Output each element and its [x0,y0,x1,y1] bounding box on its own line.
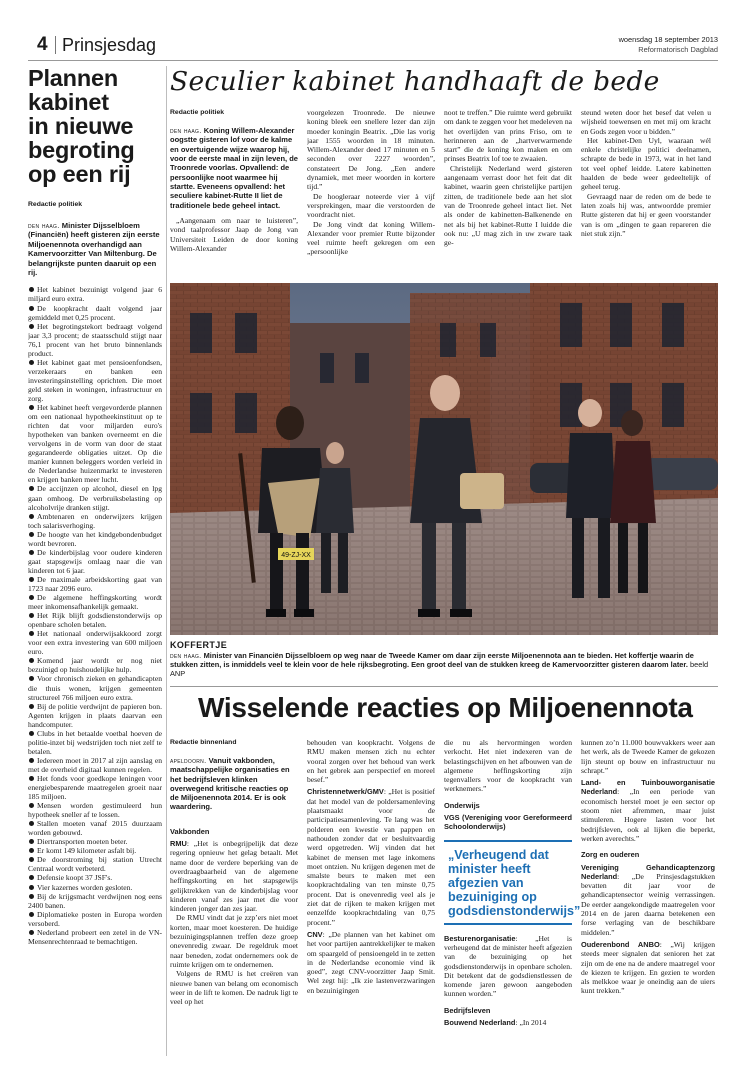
bullet-dot-icon [29,360,34,365]
bottom-col3-top [444,738,572,832]
bullet-item: Stallen moeten vanaf 2015 duurzaam worden gebouwd. [28,819,162,838]
bullet-dot-icon [29,758,34,763]
left-headline: Plannen kabinet in nieuwe begroting op een rij [28,65,135,187]
bullet-dot-icon [29,776,34,781]
top-col-1: Redactie politiek den haag. Koning Willem-Alexander oogstte gisteren lof voor de kalme en overtuigende wijze waarop hij, voor de eerste maal in zijn leven, de Troonrede voorlas. Opvallend: de persoonlijke noot waarmee hij startte. Eveneens opvallend: het seculiere kabinet-Rutte II liet de traditionele bede geheel intact. „Aangenaam om naar te luisteren”, vond taalprofessor Jaap de Jong van Universiteit Leiden de door koning Willem-Alexander [170,109,298,253]
bottom-col-4 [581,738,715,1056]
left-kicker: Redactie politiek [28,201,83,208]
org-paragraph: Vereniging Gehandicaptenzorg Nederland: „De Prinsjesdagstukken bevatten dit jaar voor de gehandicaptensector weinig verrassingen. De eerder aangekondigde maatregelen voor 2014 en de jaren daarna betekenen een forse verlaging van de beschikbare middelen.” [581,862,715,937]
bullet-dot-icon [29,514,34,519]
bullet-dot-icon [29,875,34,880]
bullet-item: Iedereen moet in 2017 al zijn aanslag en met de overheid digitaal kunnen regelen. [28,755,162,774]
bullet-dot-icon [29,658,34,663]
license-plate-text: 49-ZJ-XX [281,552,311,559]
bottom-col-2 [307,738,435,1056]
bullet-dot-icon [29,577,34,582]
bullet-dot-icon [29,287,34,292]
bullet-item: Defensie koopt 37 JSF's. [28,873,162,882]
column-divider [166,66,167,1056]
paragraph: behouden van koopkracht. Volgens de RMU maken mensen zich nu echter vooral zorgen over het behoud van werk en het gebrek aan perspectief en moreel besef.” [307,738,435,785]
top-lead: den haag. Koning Willem-Alexander oogstte gisteren lof voor de kalme en overtuigende wijze waarop hij, voor de eerste maal in zijn leven, de Troonrede voorlas. Opvallend: de persoonlijke noot waarmee hij startte. Eveneens opvallend: het seculiere kabinet-Rutte II liet de traditionele bede geheel intact. [170,126,298,210]
bottom-col-1: Redactie binnenland apeldoorn. Vanuit vakbonden, maatschappelijke organisaties en het bedrijfsleven klinken overwegend kritische reacties op de Miljoenennota 2014. Er is ook waardering. Vakbonden RMU: „Het is onbegrijpelijk dat deze regering opnieuw het gelag betaalt. Met name door de verdere beperking van de overdraagbaarheid van de algemene heffingskorting en het stapsgewijs gelijktrekken van de kinderbijslag voor kinderen vanaf zes jaar met die voor kinderen jonger dan zes jaar. De RMU vindt dat je zzp’ers niet moet korten, maar moet koesteren. De huidige bezuinigingsplannen treffen deze groep onevenredig zwaar. De regeldruk moet naar beneden, zodat ondernemers ook de ruimte krijgen om te ondernemen. Volgens de RMU is het creëren van nieuwe banen van belang om economisch weer in de lift te komen. De nadruk ligt te veel op het [170,738,298,1056]
bullet-dot-icon [29,532,34,537]
page-header [0,0,738,60]
paragraph: De RMU vindt dat je zzp’ers niet moet korten, maar moet koesteren. De huidige bezuinigingsplannen treffen deze groep onevenredig zwaar. De regeldruk moet naar beneden, zodat ondernemers ook de ruimte krijgen om te ondernemen. [170,913,298,969]
top-col-4: steund weten door het besef dat velen u wijsheid toewensen en met mij om kracht en Gods zegen voor u bidden.” Het kabinet-Den Uyl, waaraan wél enkele christelijke politici deelnamen, schrapte de bede in 1973, wat in het land tot veel ophef leidde. Latere kabinetten haalden de bede weer gedeeltelijk of geheel terug. Gevraagd naar de reden om de bede te laten zoals hij was, antwoordde premier Rutte gisteren dat hij er geen voorstander van is om „dingen te gaan repareren die niet stuk zijn.” [581,108,711,238]
bullet-dot-icon [29,704,34,709]
bullet-item: De doorstroming bij station Utrecht Centraal wordt verbeterd. [28,855,162,874]
bullet-item: De algemene heffingskorting wordt meer inkomensafhankelijk gemaakt. [28,593,162,612]
bullet-dot-icon [29,676,34,681]
caption-text: den haag. Minister van Financiën Dijsselbloem op weg naar de Tweede Kamer om daar zijn eerste Miljoenennota aan te bieden. Het koffertje waarin de stukken zitten, is inmiddels veel te klein voor de hele rijksbegroting. Een groot deel van de stukken kreeg de Kamervoorzitter gisteren daarom later. beeld ANP [170,651,709,679]
page-number: 4 [37,34,48,55]
bullet-item: Diertransporten moeten beter. [28,837,162,846]
bullet-dot-icon [29,857,34,862]
top-headline: Seculier kabinet handhaaft de bede [170,66,660,97]
org-paragraph: VGS (Vereniging voor Gereformeerd Schoolonderwijs) [444,813,572,832]
org-paragraph: Christennetwerk/GMV: „Het is positief dat het model van de poldersamenleving plaatsmaakt voor de participatiesamenleving. Te lang was het polderen een kwestie van pappen en nathouden zonder dat er besluitvaardig werd opgetreden. Wij vinden dat het kabinet de mensen met lage inkomens moet ontzien. Nu krijgen degenen met de smalste beurs te maken met een koopkrachtdaling van ten minste 0,75 procent. Dat is onevenredig veel als je ziet dat de rijken te maken krijgen met eenzelfde koopkrachtdaling van 0,75 procent.” [307,787,435,927]
bullet-item: Het kabinet bezuinigt volgend jaar 6 miljard euro extra. [28,285,162,304]
bullet-dot-icon [29,885,34,890]
bottom-lead: apeldoorn. Vanuit vakbonden, maatschappelijke organisaties en het bedrijfsleven klinken overwegend kritische reacties op de Miljoenennota 2014. Er is ook waardering. [170,756,290,812]
bullet-dot-icon [29,930,34,935]
bullet-dot-icon [29,324,34,329]
bullet-dot-icon [29,613,34,618]
bullet-item: Het nationaal onderwijsakkoord zorgt voor een extra investering van 600 miljoen euro. [28,629,162,657]
bullet-dot-icon [29,550,34,555]
bullet-item: De kinderbijslag voor oudere kinderen gaat stapsgewijs omlaag naar die van kinderen tot 6 jaar. [28,547,162,575]
bullet-item: Clubs in het betaalde voetbal hoeven de politie-inzet bij wedstrijden toch niet zelf te betalen. [28,728,162,756]
bullet-dot-icon [29,595,34,600]
photo-caption [170,640,718,682]
bullet-dot-icon [29,405,34,410]
bullet-dot-icon [29,894,34,899]
bullet-dot-icon [29,486,34,491]
bullet-item: Het kabinet gaat met pensioenfondsen, verzekeraars en banken een investeringsinstelling oprichten. Die moet geld steken in woningen, infrastructuur en zorg. [28,357,162,403]
bottom-col-3 [444,738,581,1056]
bullet-item: Voor chronisch zieken en gehandicapten die thuis wonen, krijgen gemeenten structureel 766 miljoen euro extra. [28,674,162,702]
bullet-dot-icon [29,803,34,808]
subhead: Onderwijs [444,800,480,810]
header-paper: Reformatorisch Dagblad [638,45,718,54]
bullet-dot-icon [29,631,34,636]
bullet-item: Er komt 149 kilometer asfalt bij. [28,846,162,855]
bullet-item: Mensen worden gestimuleerd hun hypotheek sneller af te lossen. [28,801,162,820]
top-col1-text: „Aangenaam om naar te luisteren”, vond taalprofessor Jaap de Jong van Universiteit Leiden de door koning Willem-Alexander [170,216,298,253]
bullet-item: Komend jaar wordt er nog niet bezuinigd op huishoudelijke hulp. [28,656,162,675]
bullet-dot-icon [29,821,34,826]
org-paragraph: Land- en Tuinbouworganisatie Nederland: „In een periode van economisch herstel moet je een sector op stoom niet afremmen, maar juist stimuleren. Hogere lasten voor het bedrijfsleven, ook al lijken die beperkt, werken averechts.” [581,778,715,843]
bottom-col1-text [170,820,298,1060]
paragraph: kunnen zo’n 11.000 bouwvakkers weer aan het werk, als de Tweede Kamer de gekozen lijn steunt op bouw en infrastructuur nu schrapt.” [581,738,715,775]
caption-head: KOFFERTJE [170,640,228,650]
bullet-item: Het Rijk blijft godsdienstonderwijs op openbare scholen betalen. [28,611,162,630]
org-paragraph: Besturenorganisatie: „Het is verheugend dat de minister heeft afgezien van de bezuiniging op het godsdienstonderwijs in openbare scholen. Dit betekent dat de godsdienstlessen de komende jaren gewoon aangeboden kunnen worden.” [444,933,572,999]
bullet-item: Diplomatieke posten in Europa worden versoberd. [28,909,162,928]
bullet-item: Het begrotingstekort bedraagt volgend jaar 3,3 procent; de staatsschuld stijgt naar 76,1 procent van het bruto binnenlands product. [28,321,162,358]
section-title: Prinsjesdag [62,35,157,55]
subhead: Zorg en ouderen [581,850,640,860]
bullet-item: De accijnzen op alcohol, diesel en lpg gaan omhoog. De verbruiksbelasting op alcoholvrije dranken stijgt. [28,484,162,512]
header-rule [28,60,718,61]
bullet-item: Ambtenaren en onderwijzers krijgen toch salarisverhoging. [28,511,162,530]
header-divider [55,36,56,54]
bullet-item: Bij de politie verdwijnt de papieren bon. Agenten krijgen in plaats daarvan een handcomputer. [28,701,162,729]
section-rule [170,686,718,687]
bullet-dot-icon [29,848,34,853]
bullet-item: Het kabinet heeft vergevorderde plannen om een nationaal hypotheekinstituut op te richten dat voor miljarden euro's hypotheken van banken overneemt en die vervolgens in de vorm van door de staat gegarandeerde obligaties uitzet. Op die manier kunnen beleggers worden verleid in de Nederlandse huizenmarkt te investeren en krijgen banken meer lucht. [28,403,162,485]
bullet-dot-icon [29,912,34,917]
pull-quote: „Verheugend dat minister heeft afgezien van bezuiniging op godsdienstonderwijs” [444,840,572,925]
left-lead: den haag. Minister Dijsselbloem (Financiën) heeft gisteren zijn eerste Miljoenennota overhandigd aan Kamervoorzitter Van Miltenburg. De belangrijkste punten daaruit op een rij. [28,221,160,278]
top-col-3: noot te treffen.” Die ruimte werd gebruikt om dank te zeggen voor het medeleven na het overlijden van prins Friso, om te herinneren aan de „hartverwarmende start” die de koning kon maken en om prinses Beatrix lof toe te zwaaien. Christelijk Nederland werd gisteren aangenaam verrast door het feit dat dit kabinet, waarin geen christelijke partijen zitten, de traditionele bede aan het slot van de Troonrede geheel intact liet. Net als onder de kabinetten-Balkenende en net als bij het kabinet-Rutte I luidde die ook nu: „U mag zich in uw zware taak ge- [444,108,572,248]
photo-illustration [170,283,718,635]
left-bullet-list [28,285,162,985]
bullet-dot-icon [29,306,34,311]
bullet-item: Het fonds voor goedkope leningen voor energiebesparende maatregelen groeit naar 185 miljoen. [28,773,162,802]
bullet-item: Vier kazernes worden gesloten. [28,883,162,892]
bottom-col3-bottom [444,931,572,1028]
left-article [28,66,162,1056]
bullet-item: Bij de krijgsmacht verdwijnen nog eens 2400 banen. [28,891,162,910]
org-paragraph: Bouwend Nederland: „In 2014 [444,1018,547,1028]
bullet-item: Nederland probeert een zetel in de VN-Mensenrechtenraad te bemachtigen. [28,927,162,946]
top-col-2: voorgelezen Troonrede. De nieuwe koning bleek een snellere lezer dan zijn moeder koningin Beatrix. „Die las vorig jaar 1555 woorden in 18 minuten. Willem-Alexander deed 17 minuten en 5 seconden over 2227 woorden”, constateert De Jong. „Een andere dynamiek, met meer woorden in kortere tijd.” De hoogleraar noteerde vier à vijf versprekingen, maar die verstoorden de voordracht niet. De Jong vindt dat koning Willem-Alexander voor premier Rutte bijzonder veel ruimte heeft gekregen om een „persoonlijke [307,108,435,257]
subhead: Bedrijfsleven [444,1005,491,1015]
subhead: Vakbonden [170,826,210,836]
bullet-dot-icon [29,731,34,736]
bullet-item: De koopkracht daalt volgend jaar gemiddeld met 0,25 procent. [28,303,162,322]
bullet-item: De hoogte van het kindgebondenbudget wordt bevroren. [28,529,162,548]
bullet-dot-icon [29,839,34,844]
top-article [170,66,718,272]
bottom-headline: Wisselende reacties op Miljoenennota [198,692,693,723]
org-paragraph: CNV: „De plannen van het kabinet om het voor partijen aantrekkelijker te maken om spaargeld of pensioengeld in te zetten in de Nederlandse economie vind ik goed”, zegt CNV-voorzitter Jaap Smit. Wel zegt hij: „Ik zie lastenverzwaringen en bezuinigingen [307,929,435,995]
org-paragraph: RMU: „Het is onbegrijpelijk dat deze regering opnieuw het gelag betaalt. Met name door de verdere beperking van de overdraagbaarheid van de algemene heffingskorting en het stapsgewijs gelijktrekken van de kinderbijslag voor kinderen vanaf zes jaar met die voor kinderen jonger dan zes jaar. [170,839,298,914]
bullet-item: De maximale arbeidskorting gaat van 1723 naar 2096 euro. [28,574,162,593]
news-photo [170,283,718,635]
paragraph: Volgens de RMU is het creëren van nieuwe banen van belang om economisch weer in de lift te komen. De nadruk ligt te veel op het [170,969,298,1007]
org-paragraph: Ouderenbond ANBO: „Wij krijgen steeds meer signalen dat senioren het zat zijn om de ene na de andere maatregel voor de kiezen te krijgen. En gezien te worden als melkkoe waar je oneindig aan de uiers kunt trekken.” [581,939,715,996]
header-date: woensdag 18 september 2013 [618,35,718,44]
paragraph: die nu als hervormingen worden verkocht. Het niet indexeren van de belastingschijven en het afbouwen van de algemene heffingskorting zijn tegenvallers voor de koopkracht van werknemers.” [444,738,572,794]
